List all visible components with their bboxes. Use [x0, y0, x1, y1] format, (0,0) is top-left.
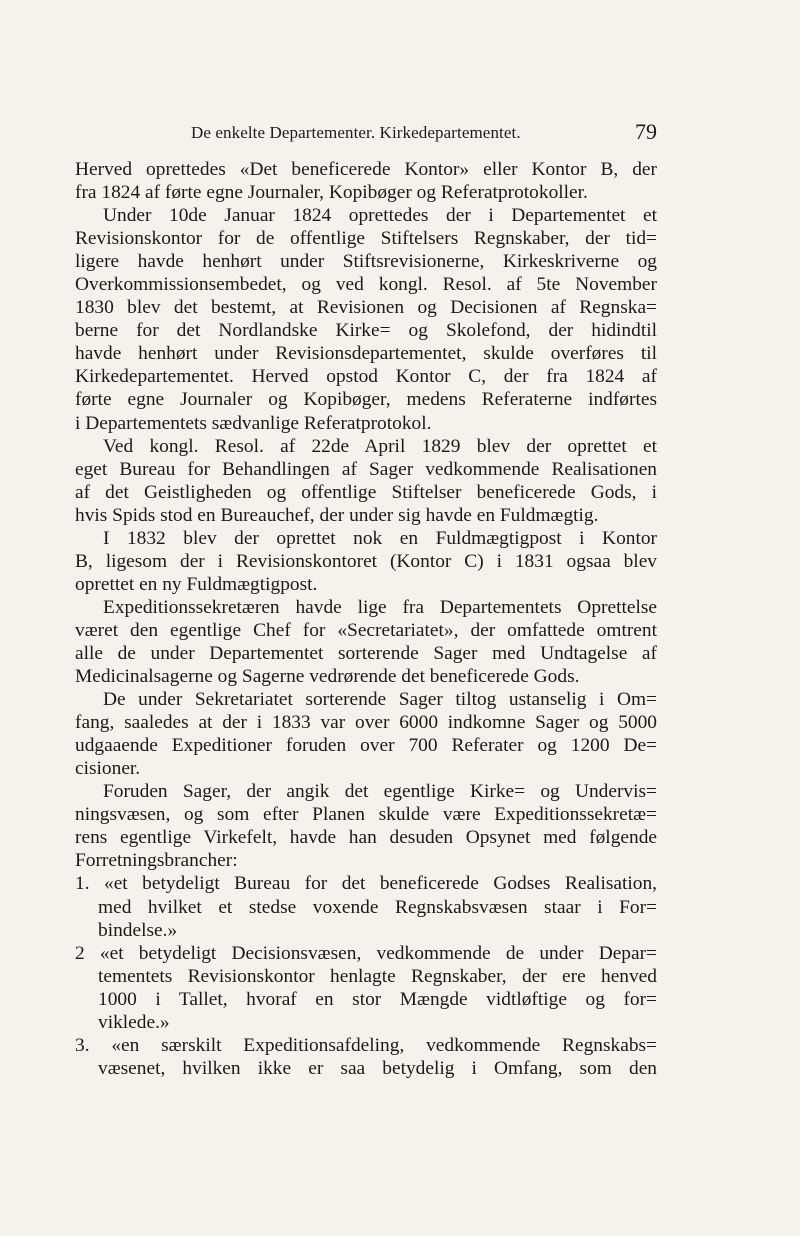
text-line: B, ligesom der i Revisionskontoret (Kontor C) i 1831 ogsaa blev — [75, 550, 657, 572]
page-number: 79 — [635, 119, 657, 144]
list-item-line: væsenet, hvilken ikke er saa betydelig i Omfang, som den — [98, 1057, 657, 1079]
text-line: Foruden Sager, der angik det egentlige Kirke= og Undervis= — [103, 781, 657, 803]
text-line: havde henhørt under Revisionsdepartementet, skulde overføres til — [75, 343, 657, 365]
text-line: rens egentlige Virkefelt, havde han desuden Opsynet med følgende — [75, 827, 657, 849]
text-line: Overkommissionsembedet, og ved kongl. Resol. af 5te November — [75, 274, 657, 296]
text-line: Medicinalsagerne og Sagerne vedrørende det beneficerede Gods. — [75, 666, 580, 688]
text-line: fang, saaledes at der i 1833 var over 6000 indkomne Sager og 5000 — [75, 712, 657, 734]
text-line: Herved oprettedes «Det beneficerede Kontor» eller Kontor B, der — [75, 159, 657, 180]
text-line: fra 1824 af førte egne Journaler, Kopibøger og Referatprotokoller. — [75, 182, 588, 204]
text-line: De under Sekretariatet sorterende Sager tiltog ustanselig i Om= — [103, 689, 657, 711]
text-line: Forretningsbrancher: — [75, 850, 238, 872]
text-line: I 1832 blev der oprettet nok en Fuldmægtigpost i Kontor — [103, 527, 657, 549]
text-line: førte egne Journaler og Kopibøger, medens Referaterne indførtes — [75, 389, 657, 411]
list-item-line: bindelse.» — [98, 919, 178, 941]
text-line: berne for det Nordlandske Kirke= og Skolefond, der hidindtil — [75, 320, 657, 342]
list-item-line: 3. «en særskilt Expeditionsafdeling, vedkommende Regnskabs= — [75, 1034, 657, 1056]
text-line: 1830 blev det bestemt, at Revisionen og Decisionen af Regnska= — [75, 297, 657, 319]
text-line: i Departementets sædvanlige Referatprotokol. — [75, 412, 432, 434]
text-line: Ved kongl. Resol. af 22de April 1829 blev der oprettet et — [103, 435, 657, 457]
text-line: Revisionskontor for de offentlige Stiftelsers Regnskaber, der tid= — [75, 228, 657, 250]
text-line: eget Bureau for Behandlingen af Sager vedkommende Realisationen — [75, 458, 657, 480]
text-line: hvis Spids stod en Bureauchef, der under sig havde en Fuldmægtig. — [75, 504, 599, 526]
text-line: af det Geistligheden og offentlige Stiftelser beneficerede Gods, i — [75, 481, 657, 503]
text-line: Kirkedepartementet. Herved opstod Kontor C, der fra 1824 af — [75, 366, 657, 388]
list-item-line: viklede.» — [98, 1011, 170, 1033]
text-line: Expeditionssekretæren havde lige fra Departementets Oprettelse — [103, 596, 657, 618]
text-line: udgaaende Expeditioner foruden over 700 Referater og 1200 De= — [75, 735, 657, 757]
list-item-line: 2 «et betydeligt Decisionsvæsen, vedkommende de under Depar= — [75, 942, 657, 964]
running-title: De enkelte Departementer. Kirkedepartementet. — [191, 123, 521, 142]
text-line: været den egentlige Chef for «Secretariatet», der omfattede omtrent — [75, 619, 657, 641]
list-item-line: med hvilket et stedse voxende Regnskabsvæsen staar i For= — [98, 896, 657, 918]
text-line: alle de under Departementet sorterende Sager med Undtagelse af — [75, 642, 657, 664]
text-line: ningsvæsen, og som efter Planen skulde være Expeditionssekretæ= — [75, 804, 657, 826]
text-line: Under 10de Januar 1824 oprettedes der i Departementet et — [103, 205, 657, 227]
page-header — [75, 119, 657, 149]
body-text — [75, 158, 657, 1080]
text-line: ligere havde henhørt under Stiftsrevisionerne, Kirkeskriverne og — [75, 251, 657, 273]
text-line: cisioner. — [75, 758, 141, 780]
list-item-line: 1. «et betydeligt Bureau for det beneficerede Godses Realisation, — [75, 873, 657, 895]
list-item-line: 1000 i Tallet, hvoraf en stor Mængde vidtløftige og for= — [98, 988, 657, 1010]
text-line: oprettet en ny Fuldmægtigpost. — [75, 573, 318, 595]
list-item-line: tementets Revisionskontor henlagte Regnskaber, der ere henved — [98, 965, 657, 987]
